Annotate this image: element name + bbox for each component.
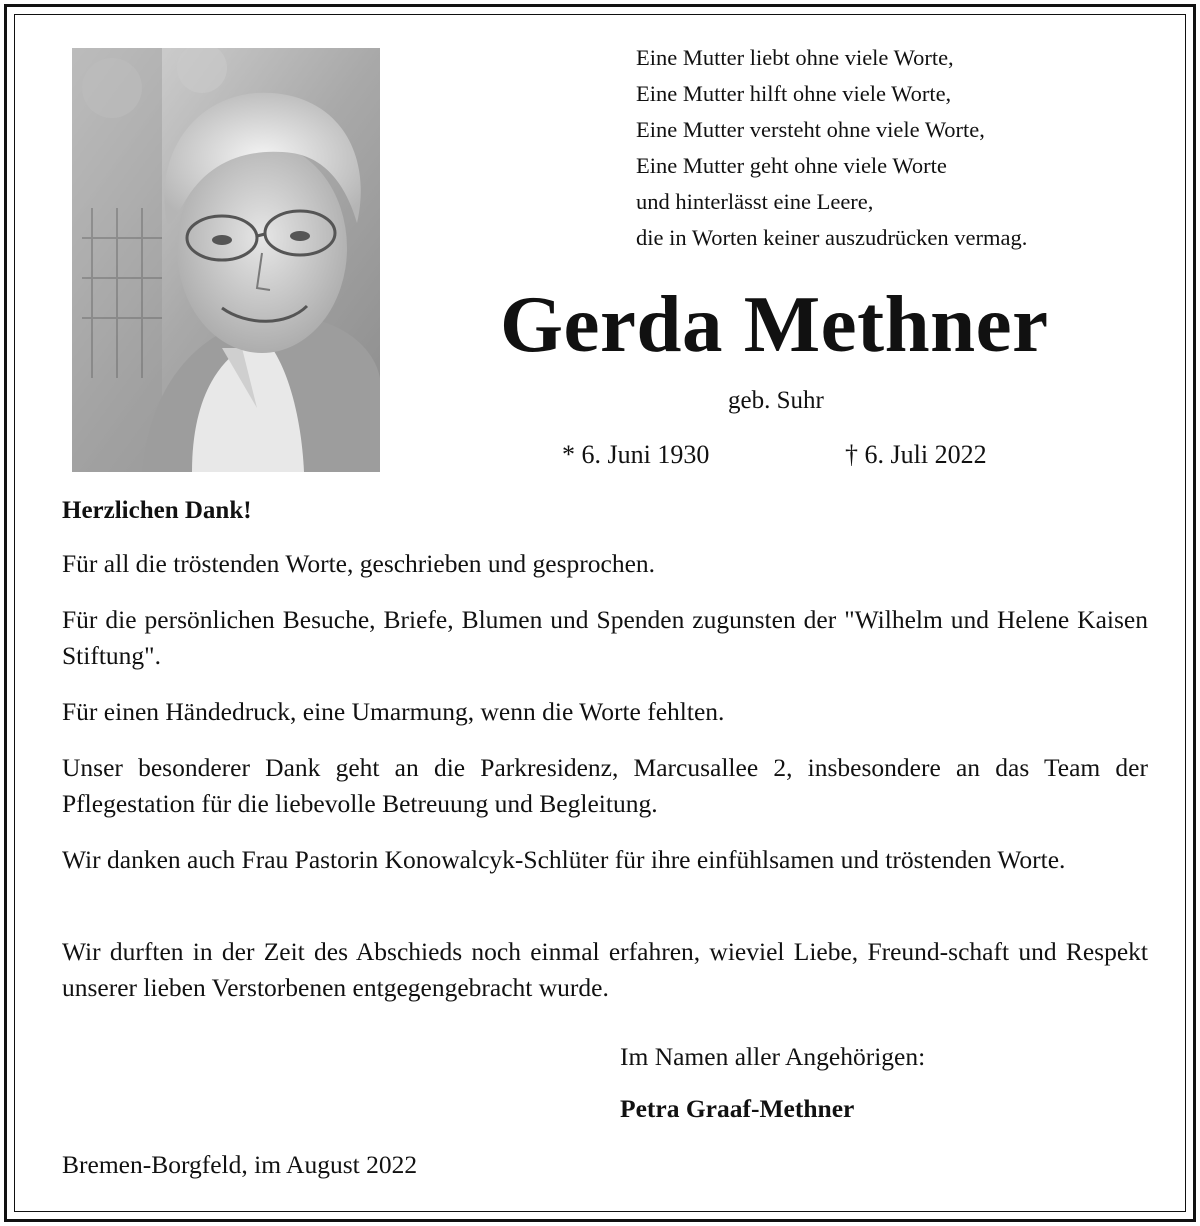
thanks-heading: Herzlichen Dank! (62, 497, 252, 524)
thanks-paragraph: Für all die tröstenden Worte, geschrieben und gesprochen. (62, 549, 656, 578)
poem-line: die in Worten keiner auszudrücken vermag. (636, 225, 1028, 250)
place-date: Bremen-Borgfeld, im August 2022 (62, 1150, 418, 1179)
deceased-name: Gerda Methner (500, 279, 1049, 369)
maiden-name: geb. Suhr (728, 387, 824, 414)
poem-line: Eine Mutter hilft ohne viele Worte, (636, 81, 952, 106)
signer-name: Petra Graaf-Methner (620, 1094, 855, 1123)
signoff-line: Im Namen aller Angehörigen: (620, 1042, 926, 1071)
thanks-paragraph: Für die persönlichen Besuche, Briefe, Blumen und Spenden zugunsten der "Wilhelm und Helene Kaisen Stiftung". (62, 605, 1148, 670)
portrait-photo (72, 48, 380, 472)
poem-line: Eine Mutter versteht ohne viele Worte, (636, 117, 985, 142)
poem-line: Eine Mutter liebt ohne viele Worte, (636, 45, 954, 70)
death-date: † 6. Juli 2022 (845, 440, 987, 469)
poem-line: und hinterlässt eine Leere, (636, 189, 874, 214)
thanks-paragraph: Wir durften in der Zeit des Abschieds noch einmal erfahren, wieviel Liebe, Freund-schaft und Respekt unserer lieben Verstorbenen entgegengebracht wurde. (62, 937, 1148, 1002)
thanks-paragraph: Wir danken auch Frau Pastorin Konowalcyk-Schlüter für ihre einfühlsamen und tröstenden Worte. (62, 845, 1066, 874)
poem (636, 40, 1027, 256)
thanks-paragraph: Unser besonderer Dank geht an die Parkresidenz, Marcusallee 2, insbesondere an das Team der Pflegestation für die liebevolle Betreuung und Begleitung. (62, 753, 1148, 818)
birth-date: * 6. Juni 1930 (562, 440, 710, 469)
poem-line: Eine Mutter geht ohne viele Worte (636, 153, 947, 178)
thanks-paragraph: Für einen Händedruck, eine Umarmung, wenn die Worte fehlten. (62, 697, 725, 726)
